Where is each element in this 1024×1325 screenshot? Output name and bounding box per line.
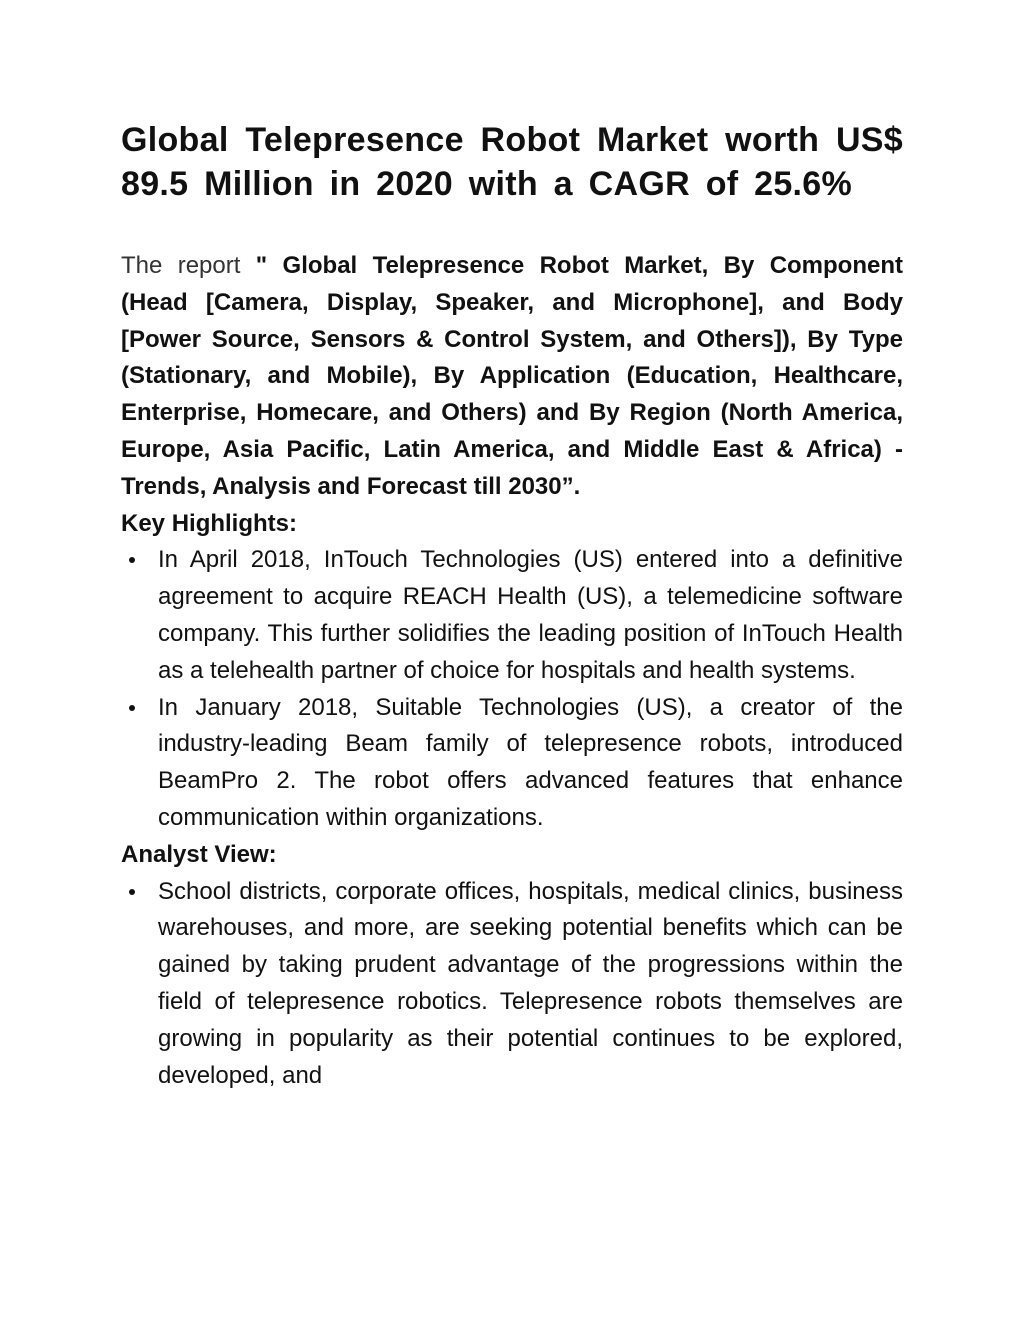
list-item <box>121 542 903 689</box>
bullet-icon <box>129 557 135 563</box>
bullet-icon <box>129 705 135 711</box>
analyst-view-heading: Analyst View: <box>121 840 277 868</box>
highlight-text: In April 2018, InTouch Technologies (US) entered into a definitive agreement to acquire REACH Health (US), a telemedicine software company. This further solidifies the leading position of InTouch Health as a telehealth partner of choice for hospitals and health systems. <box>158 546 903 684</box>
intro-lead-text: The report <box>121 252 241 279</box>
analyst-view-list <box>121 874 903 1095</box>
highlight-text: In January 2018, Suitable Technologies (US), a creator of the industry-leading Beam family of telepresence robots, introduced BeamPro 2. The robot offers advanced features that enhance communication within organizations. <box>158 693 903 831</box>
key-highlights-list <box>121 542 903 836</box>
key-highlights-heading: Key Highlights: <box>121 509 298 537</box>
document-page <box>121 118 903 1094</box>
intro-paragraph <box>121 248 903 506</box>
report-title-text: " Global Telepresence Robot Market, By Component (Head [Camera, Display, Speaker, and Microphone], and Body [Power Source, Sensors & Control System, and Others]), By Type (Stationary, and Mobile), By Application (Education, Healthcare, Enterprise, Homecare, and Others) and By Region (North America, Europe, Asia Pacific, Latin America, and Middle East & Africa) - Trends, Analysis and Forecast till 2030”. <box>121 252 904 500</box>
document-title: Global Telepresence Robot Market worth US$ 89.5 Million in 2020 with a CAGR of 25.6% <box>121 121 903 203</box>
list-item <box>121 874 903 1095</box>
list-item <box>121 690 903 837</box>
analyst-view-text: School districts, corporate offices, hospitals, medical clinics, business warehouses, and more, are seeking potential benefits which can be gained by taking prudent advantage of the progressions within the field of telepresence robotics. Telepresence robots themselves are growing in popularity as their potential continues to be explored, developed, and <box>158 877 903 1089</box>
bullet-icon <box>129 889 135 895</box>
